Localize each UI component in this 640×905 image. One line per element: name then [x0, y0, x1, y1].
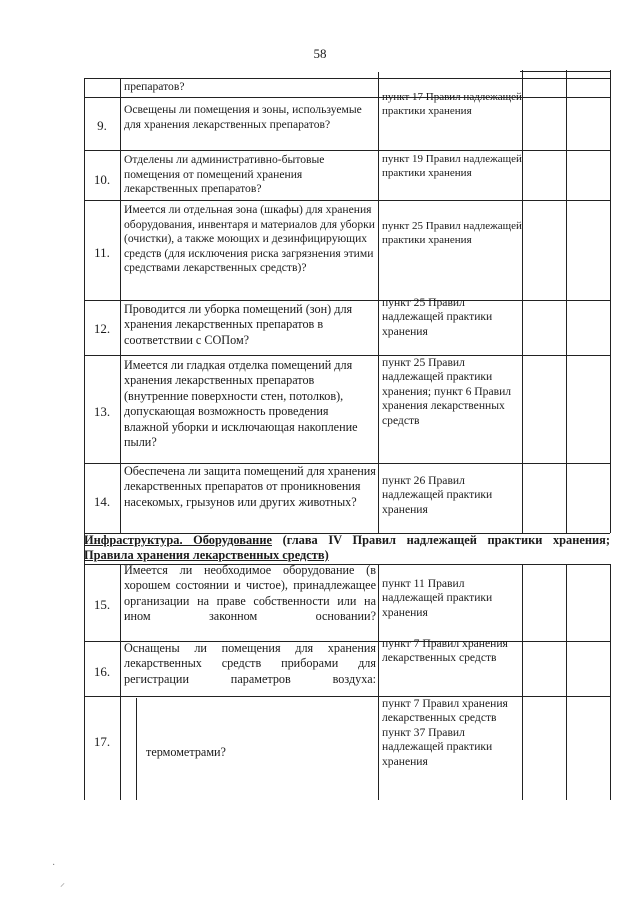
row-divider [84, 78, 610, 79]
row-reference: пункт 19 Правил надлежащей практики хранения [382, 153, 522, 179]
section-heading [84, 533, 610, 563]
row-reference: пункт 11 Правил надлежащей практики хранения [382, 577, 493, 619]
row-reference: пункт 25 Правил надлежащей практики хранения [382, 220, 522, 246]
col-divider [120, 564, 121, 800]
col-divider [610, 564, 611, 800]
row-number: 12. [93, 321, 111, 336]
col-divider [522, 564, 523, 800]
row-question: Имеется ли гладкая отделка помещений для хранения лекарственных препаратов (внутренние поверхности стен, потолков), допускающая возможность проведения влажной уборки и исключающая накопление пыли? [124, 358, 358, 450]
row-reference: пункт 26 Правил надлежащей практики хранения [382, 474, 493, 516]
row-question: Проводится ли уборка помещений (зон) для хранения лекарственных препаратов в соответствии с СОПом? [124, 302, 353, 347]
row-reference: пункт 25 Правил надлежащей практики хранения; пункт 6 Правил хранения лекарственных средств [382, 356, 512, 427]
row-divider [84, 97, 610, 98]
row-number: 11. [94, 245, 110, 260]
row-reference: пункт 7 Правил хранения лекарственных средств [382, 637, 508, 665]
row-divider [84, 355, 610, 356]
header-stub [520, 71, 610, 72]
row-number: 16. [93, 664, 111, 679]
col-divider [378, 72, 379, 533]
row-divider [84, 150, 610, 151]
row-divider [84, 300, 610, 301]
row-reference: пункт 25 Правил надлежащей практики хранения [382, 296, 493, 338]
col-divider [522, 70, 523, 533]
row-divider [84, 200, 610, 201]
row-question: термометрами? [146, 745, 226, 759]
row-number: 14. [93, 494, 111, 509]
col-divider [566, 564, 567, 800]
scan-artifact: ⸝ [60, 878, 65, 889]
col-divider [610, 70, 611, 533]
section-heading-line1: Инфраструктура. Оборудование (глава IV Правил надлежащей практики хранения; [84, 533, 610, 547]
section-heading-line2: Правила хранения лекарственных средств) [84, 548, 329, 562]
row-question: Имеется ли отдельная зона (шкафы) для хранения оборудования, инвентаря и материалов для уборки (очистки), а также моющих и дезинфицирующих средств (для исключения риска загрязнения этими средствами лекарственных средств)? [124, 203, 375, 275]
row-number: 10. [93, 172, 111, 187]
col-divider [566, 70, 567, 533]
page-number: 58 [313, 46, 327, 61]
scan-artifact: · [52, 860, 56, 871]
row-number: 15. [93, 597, 111, 612]
sub-indent-divider [136, 698, 137, 800]
row-question: Освещены ли помещения и зоны, используемые для хранения лекарственных препаратов? [124, 103, 362, 131]
row-divider [84, 696, 610, 697]
row-question: Имеется ли необходимое оборудование (в хорошем состоянии и чистое), принадлежащее организации на праве собственности или на ином законном основании? [124, 563, 376, 624]
row-number: 17. [93, 734, 111, 749]
row-reference: пункт 7 Правил хранения лекарственных средств пункт 37 Правил надлежащей практики хранения [382, 697, 508, 768]
row-question: препаратов? [124, 80, 185, 93]
row-reference: пункт 17 Правил надлежащей практики хранения [382, 91, 522, 117]
col-divider [378, 564, 379, 800]
row-number: 13. [93, 404, 111, 419]
row-question: Обеспечена ли защита помещений для хранения лекарственных препаратов от проникновения насекомых, грызунов или других животных? [124, 464, 376, 509]
row-question: Отделены ли административно-бытовые помещения от помещений хранения лекарственных препаратов? [124, 153, 325, 196]
row-question: Оснащены ли помещения для хранения лекарственных средств приборами для регистрации параметров воздуха: [124, 641, 376, 686]
row-number: 9. [97, 118, 107, 133]
col-divider [120, 78, 121, 533]
